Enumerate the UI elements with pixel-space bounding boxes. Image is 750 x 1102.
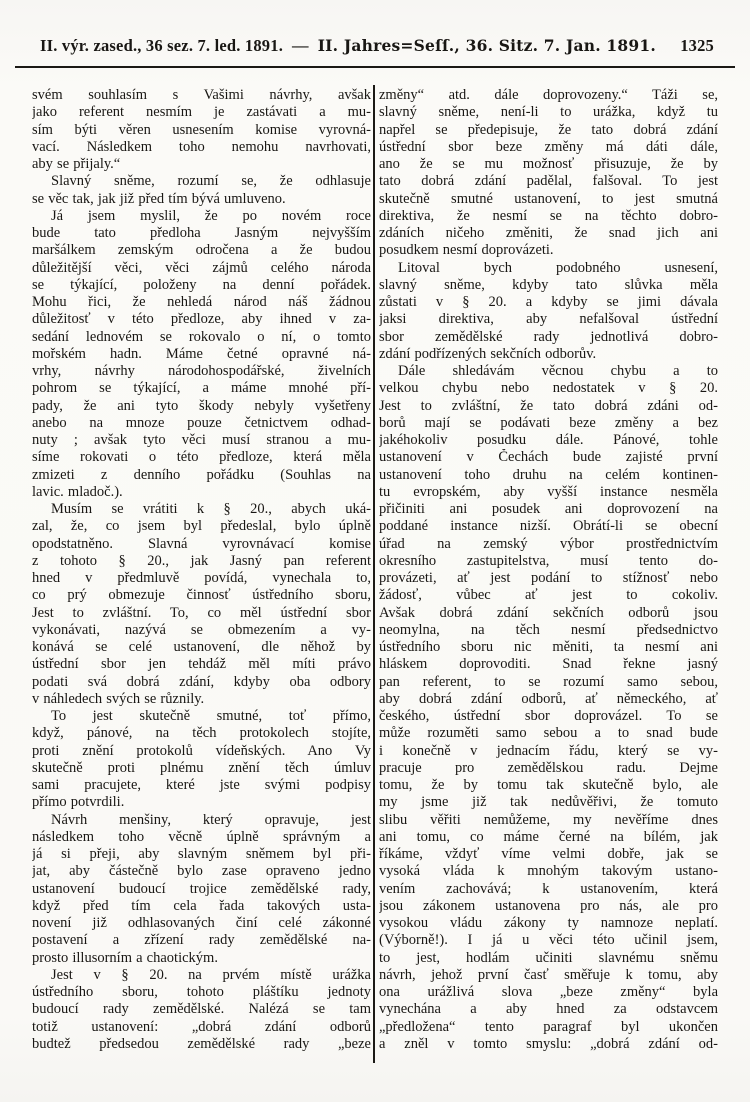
text-column-left: [32, 87, 371, 1053]
text-line: se týkající, položeny na denní pořádek.: [32, 276, 371, 293]
text-line: napřel se předepisuje, že tato dobrá zdání: [379, 121, 718, 138]
text-line: sedání lednovém se rokovalo o ní, o tomto: [32, 328, 371, 345]
text-line: zmizeti z denního pořádku (Souhlas na: [32, 466, 371, 483]
text-line: důležitější věci, věci zájmů celého národa: [32, 259, 371, 276]
text-line: změny“ atd. dále doprovozeny.“ Táži se,: [379, 87, 718, 103]
text-line: postavení a zřízení rady zemědělské na-: [32, 932, 371, 949]
text-line: vynechána a aby hned za odstavcem: [379, 1001, 718, 1018]
text-line: Mohu řici, že nehledá národ náš žádnou: [32, 294, 371, 310]
text-line: zal, že, co jsem byl předeslal, bylo úplně: [32, 518, 371, 535]
text-line: posudkem nesmí doprovázeti.: [379, 242, 554, 259]
text-line: v náhledech svých se různily.: [32, 690, 205, 707]
text-line: skutečně proti plnému znění těch úmluv: [32, 759, 371, 776]
header-session-czech: II. výr. zased., 36 sez. 7. led. 1891.: [40, 36, 284, 55]
text-line: vací. Následkem toho nemohu navrhovati,: [32, 138, 371, 155]
text-line: následkem toho věcně úplně správným a: [32, 828, 371, 845]
text-line: maršálkem zemským odročena a že budou: [32, 242, 371, 259]
text-line: hned v předmluvě povídá, vynechala to,: [32, 570, 371, 586]
text-line: jsou zákonem ustanovena pro nás, ale pro: [379, 897, 718, 914]
text-line: anebo na mnoze pouze četnictvem odhad-: [32, 414, 371, 431]
text-line: mořském hadn. Máme četné opravné ná-: [32, 345, 371, 362]
text-line: vykonávati, nazývá se obmezením a vy-: [32, 621, 371, 638]
text-line: já si přeji, aby slavným sněmem byl při-: [32, 846, 371, 862]
text-line: ustanovení v Čechách bude zajisté první: [379, 449, 718, 466]
text-line: jat, aby částečně bylo zase opraveno jedno: [32, 863, 371, 880]
text-line: ústředního sboru nic měniti, ta nesmí ani: [379, 639, 718, 655]
text-line: prosto illusorním a chaotickým.: [32, 949, 218, 966]
text-line: hláskem doprovoditi. Snad řekne jasný: [379, 656, 718, 673]
text-line: říkáme, vždyť víme velmi dobře, jak se: [379, 846, 718, 862]
text-line: „předložena“ tento paragraf byl ukončen: [379, 1018, 718, 1035]
text-line: poddané instance nizší. Obrátí-li se obecní: [379, 518, 718, 535]
column-divider-rule: [373, 85, 375, 1063]
text-line: slibu věřiti nemůžeme, my nevěříme dnes: [379, 811, 718, 828]
text-line: ani tomu, co máme černé na bílém, jak: [379, 828, 718, 845]
header-rule: [15, 66, 735, 68]
text-line: to jest, hodlám učiniti slavnému sněmu: [379, 949, 718, 966]
text-line: českého, ústřední sbor doprovázel. To se: [379, 708, 718, 724]
text-line: ustanovení budoucí trojice zemědělské rady,: [32, 880, 371, 897]
text-line: sami pracujete, které jste svými podpisy: [32, 777, 371, 793]
text-line: a zněl v tomto smyslu: „dobrá zdání od-: [379, 1035, 718, 1052]
text-line: zůstati v § 20. a kdyby se jimi dávala: [379, 294, 718, 310]
text-line: tato dobrá zdání padělal, falšoval. To jest: [379, 173, 718, 190]
text-line: pan referent, to se rozumí samo sebou,: [379, 673, 718, 690]
text-line: tomu, že by tomu tak skutečně bylo, ale: [379, 777, 718, 793]
page-number: 1325: [680, 36, 714, 55]
text-line: přímo potvrdili.: [32, 794, 125, 811]
text-line: důležitosť v této předloze, aby ihned v za-: [32, 311, 371, 328]
text-line: jakéhokoliv posudku dále. Pánové, tohle: [379, 432, 718, 448]
text-line: skutečně smutné ustanovení, to jest smutná: [379, 190, 718, 207]
text-line: vrhy, návrhy národohospodářské, živelních: [32, 363, 371, 379]
text-line: vením zachovává; k ustanovením, která: [379, 880, 718, 897]
text-line: Musím se vrátiti k § 20., abych uká-: [51, 501, 371, 517]
text-line: Jest to zvláštní. To, co měl ústřední sbor: [32, 604, 371, 621]
running-header: [40, 36, 714, 56]
text-line: žádosť, vůbec ať jest to cokoliv.: [379, 587, 718, 604]
text-line: ústřední sbor jen tehdáž měl míti právo: [32, 656, 371, 673]
text-line: může rozuměti samo sebou a to snad bude: [379, 725, 718, 742]
text-line: svém souhlasím s Vašimi návrhy, avšak: [32, 87, 371, 103]
text-line: Avšak dobrá zdání sekčních odborů jsou: [379, 604, 718, 621]
text-line: nuty ; avšak tyto věci musí stranou a mu-: [32, 432, 371, 448]
text-line: vysoká vláda k mnohým takovým ustano-: [379, 863, 718, 880]
text-line: vysokou vládu zákony ty namnoze neplatí.: [379, 915, 718, 931]
text-line: co prý obmezuje činnosť ústředního sboru,: [32, 587, 371, 604]
text-line: sím býti věren usnesením komise vyrovná-: [32, 121, 371, 138]
text-line: pracuje pro zemědělskou radu. Dejme: [379, 759, 718, 776]
text-line: přičiniti ani posudek ani doprovození na: [379, 501, 718, 517]
text-line: okresního zastupitelstva, musí tento do-: [379, 552, 718, 569]
text-line: provázeti, ať jest podání to stížnosť nebo: [379, 570, 718, 586]
text-line: sbor zemědělské rady jednotlivá dobro-: [379, 328, 718, 345]
text-line: úřad na zemský výbor prostřednictvím: [379, 535, 718, 552]
text-line: jaksi direktiva, aby nefalšoval ústřední: [379, 311, 718, 328]
header-session-german: II. Jahres=Seſſ., 36. Sitz. 7. Jan. 1891.: [317, 36, 656, 55]
text-line: budoucí rady zemědělské. Nalézá se tam: [32, 1001, 371, 1018]
text-line: ustanovení toho druhu na celém kontinen-: [379, 466, 718, 483]
text-line: když před tím cela řada takových usta-: [32, 897, 371, 914]
text-line: slavný sněme, není-li to urážka, když tu: [379, 104, 718, 121]
text-line: konává se celé ustanovení, dle něhož by: [32, 639, 371, 655]
text-line: velkou chybu nebo nedostatek v § 20.: [379, 380, 718, 397]
text-line: slavný sněme, kdyby tato slůvka měla: [379, 276, 718, 293]
text-line: návrh, jehož první časť směřuje k tomu, aby: [379, 966, 718, 983]
text-line: Jest v § 20. na prvém místě urážka: [51, 966, 371, 983]
text-line: tu evropském, aby vyšší instance nesměla: [379, 483, 718, 500]
text-line: Já jsem myslil, že po novém roce: [51, 207, 371, 224]
text-line: i konečně v jednacím řádu, který se vy-: [379, 742, 718, 759]
text-line: totiž ustanovení: „dobrá zdání odborů: [32, 1018, 371, 1035]
text-line: bude tato předloha Jasným nejvyšším: [32, 225, 371, 241]
text-line: To jest skutečně smutné, toť přímo,: [51, 708, 371, 724]
text-line: z tohoto § 20., jak Jasný pan referent: [32, 552, 371, 569]
text-line: ona urážlivá slova „beze změny“ byla: [379, 984, 718, 1000]
text-column-right: [379, 87, 718, 1053]
text-line: Dále shledávám věcnou chybu a to: [398, 363, 718, 379]
text-line: když, pánové, na těch protokolech stojíte,: [32, 725, 371, 742]
text-line: direktiva, že nesmí se na těchto dobro-: [379, 207, 718, 224]
text-line: my jsme již tak nedůvěřivi, že tomuto: [379, 794, 718, 811]
text-line: proti znění protokolů vídeňských. Ano Vy: [32, 742, 371, 759]
text-line: lavic. mladoč.).: [32, 483, 123, 500]
text-line: podati svá dobrá zdání, kdyby oba odbory: [32, 673, 371, 690]
text-line: jako referent nesmím je zastávati a mu-: [32, 104, 371, 121]
text-line: ústředního sboru, tohoto pláštíku jednoty: [32, 984, 371, 1000]
text-line: neomylna, na těch nesmí předsednictvo: [379, 621, 718, 638]
text-line: ústřední sbor beze změny má dáti dále,: [379, 138, 718, 155]
text-line: budtež předsedou zemědělské rady „beze: [32, 1035, 371, 1052]
text-line: Slavný sněme, rozumí se, že odhlasuje: [51, 173, 371, 190]
text-line: pady, že ani tyto škody nebyly vyšetřeny: [32, 397, 371, 414]
text-line: (Výborně!). I já u věci této učinil jsem,: [379, 932, 718, 949]
text-line: se věc tak, jak již před tím bývá umluveno.: [32, 190, 286, 207]
text-line: pohrom se týkající, a máme mnohé pří-: [32, 380, 371, 397]
header-dash: —: [292, 36, 309, 55]
text-line: opodstatněno. Slavná vyrovnávací komise: [32, 535, 371, 552]
text-line: zdání podřízených sekčních odborův.: [379, 345, 597, 362]
text-line: novení již odhlasovaných činí celé zákonné: [32, 915, 371, 931]
text-line: ano že se mu možnosť přisuzuje, že by: [379, 156, 718, 172]
text-line: borů mají se podávati beze změny a bez: [379, 414, 718, 431]
text-line: síme rokovati o této předloze, která měla: [32, 449, 371, 466]
text-line: Litoval bych podobného usnesení,: [398, 259, 718, 276]
text-line: Návrh menšiny, který opravuje, jest: [51, 811, 371, 828]
text-line: Jest to zvláštní, že tato dobrá zdáni od-: [379, 397, 718, 414]
text-line: aby se přijaly.“: [32, 156, 121, 172]
text-line: zdáních ničeho změniti, že snad jich ani: [379, 225, 718, 241]
text-line: aby dobrá zdání odborů, ať německého, ať: [379, 690, 718, 707]
